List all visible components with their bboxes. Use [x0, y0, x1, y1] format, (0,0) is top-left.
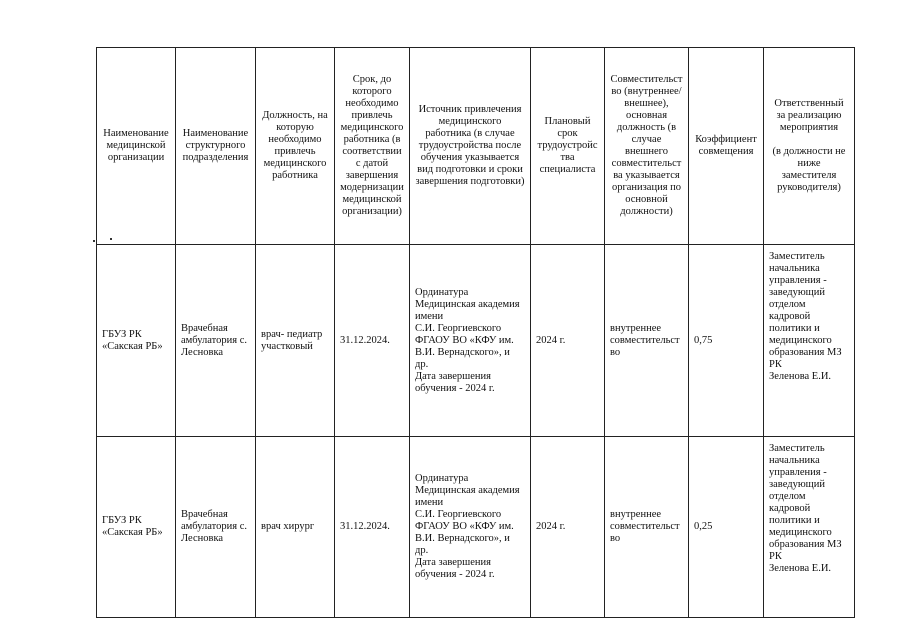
header-cell: Должность, на которую необходимо привлечь медицинского работника: [256, 48, 335, 245]
header-cell: Ответственный за реализацию мероприятия (в должности не ниже заместителя руководителя): [764, 48, 855, 245]
header-cell: Совместительство (внутреннее/ внешнее), основная должность (в случае внешнего совместительства указывается организация по основной должности): [605, 48, 689, 245]
source-cell: Ординатура Медицинская академия имени С.И. Георгиевского ФГАОУ ВО «КФУ им. В.И. Вернадского», и др. Дата завершения обучения - 2024 г.: [410, 245, 531, 437]
deadline-cell: 31.12.2024.: [335, 437, 410, 618]
position-cell: врач- педиатр участковый: [256, 245, 335, 437]
combination-cell: внутреннее совместительство: [605, 437, 689, 618]
header-cell: Срок, до которого необходимо привлечь медицинского работника (в соответствии с датой завершения модернизации медицинской организации): [335, 48, 410, 245]
header-cell: Коэффициент совмещения: [689, 48, 764, 245]
table-header-row: [97, 48, 855, 245]
org-cell: ГБУЗ РК «Сакская РБ»: [97, 437, 176, 618]
coefficient-cell: 0,75: [689, 245, 764, 437]
source-cell: Ординатура Медицинская академия имени С.И. Георгиевского ФГАОУ ВО «КФУ им. В.И. Вернадского», и др. Дата завершения обучения - 2024 г.: [410, 437, 531, 618]
responsible-cell: Заместитель начальника управления - заведующий отделом кадровой политики и медицинского образования МЗ РК Зеленова Е.И.: [764, 437, 855, 618]
hire-date-cell: 2024 г.: [531, 437, 605, 618]
hire-date-cell: 2024 г.: [531, 245, 605, 437]
org-cell: ГБУЗ РК «Сакская РБ»: [97, 245, 176, 437]
table-row: [97, 437, 855, 618]
header-cell: Плановый срок трудоустройства специалиста: [531, 48, 605, 245]
unit-cell: Врачебная амбулатория с. Лесновка: [176, 245, 256, 437]
position-cell: врач хирург: [256, 437, 335, 618]
header-cell: Источник привлечения медицинского работника (в случае трудоустройства после обучения указывается вид подготовки и сроки завершения подготовки): [410, 48, 531, 245]
combination-cell: внутреннее совместительство: [605, 245, 689, 437]
scan-speck: [93, 240, 95, 242]
coefficient-cell: 0,25: [689, 437, 764, 618]
deadline-cell: 31.12.2024.: [335, 245, 410, 437]
header-cell: Наименование медицинской организации: [97, 48, 176, 245]
staffing-table: [96, 47, 855, 618]
header-cell: Наименование структурного подразделения: [176, 48, 256, 245]
unit-cell: Врачебная амбулатория с. Лесновка: [176, 437, 256, 618]
responsible-cell: Заместитель начальника управления - заведующий отделом кадровой политики и медицинского образования МЗ РК Зеленова Е.И.: [764, 245, 855, 437]
table-row: [97, 245, 855, 437]
